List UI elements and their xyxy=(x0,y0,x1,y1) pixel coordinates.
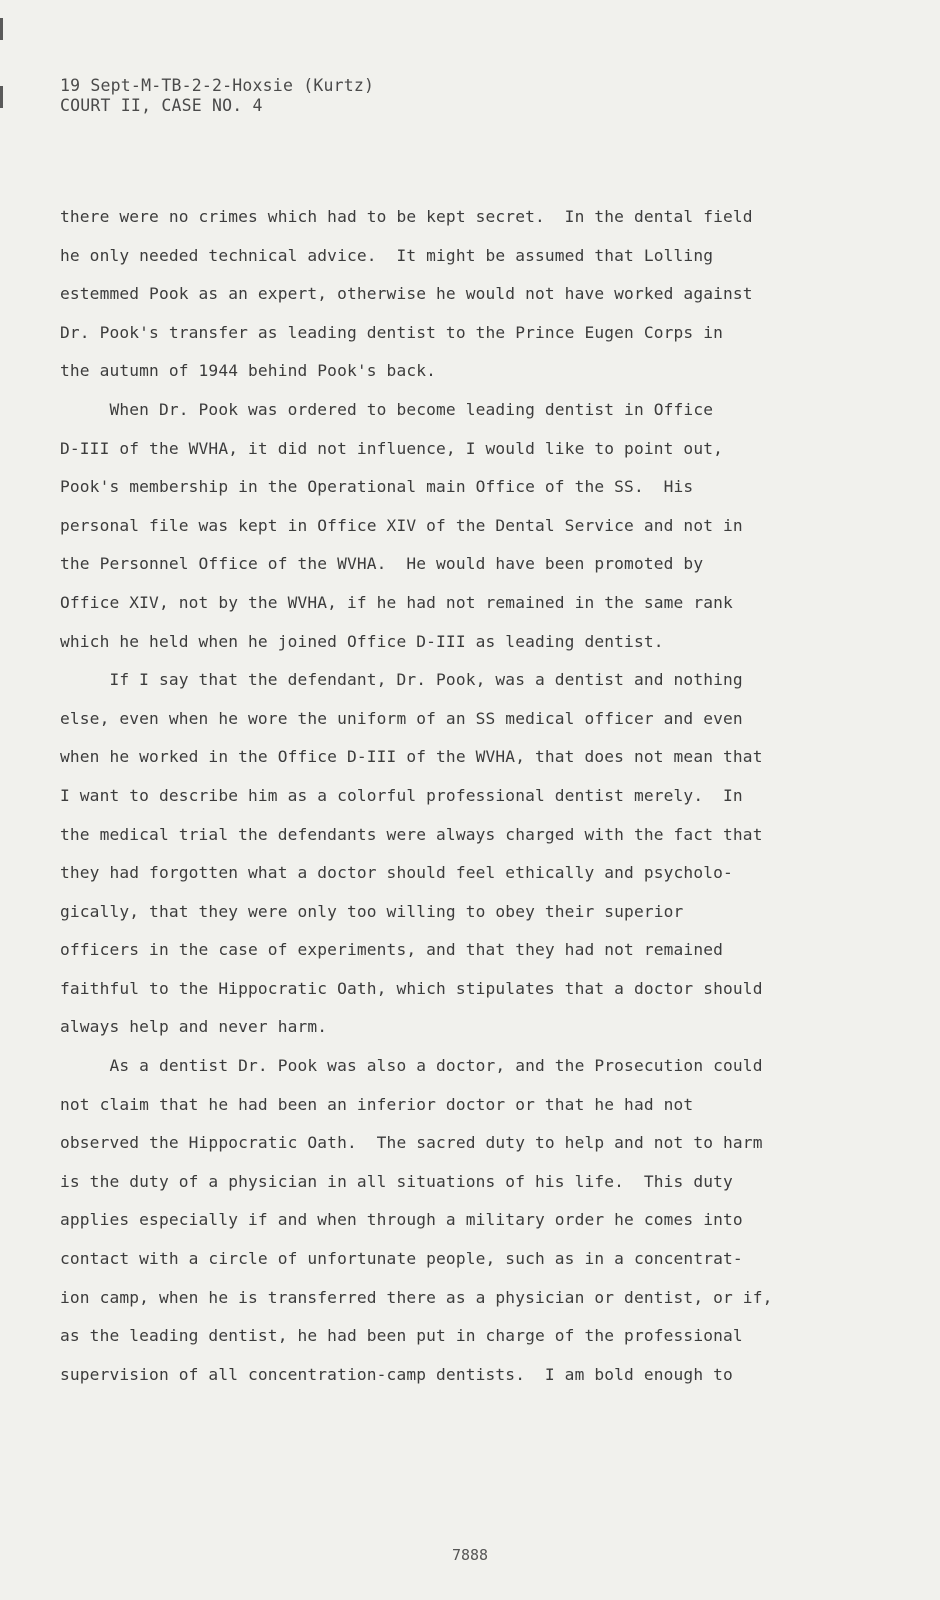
text-line: faithful to the Hippocratic Oath, which stipulates that a doctor should xyxy=(60,978,763,998)
text-line: when he worked in the Office D-III of the WVHA, that does not mean that xyxy=(60,747,763,767)
text-line: estemmed Pook as an expert, otherwise he would not have worked against xyxy=(60,284,753,304)
text-line: the autumn of 1944 behind Pook's back. xyxy=(60,361,437,381)
text-line: he only needed technical advice. It might be assumed that Lolling xyxy=(60,245,714,265)
text-line: As a dentist Dr. Pook was also a doctor, and the Prosecution could xyxy=(60,1056,763,1076)
text-line: there were no crimes which had to be kept secret. In the dental field xyxy=(60,207,753,226)
page-number: 7888 xyxy=(451,1546,489,1564)
text-line: Pook's membership in the Operational main Office of the SS. His xyxy=(60,477,694,497)
text-line: the medical trial the defendants were always charged with the fact that xyxy=(60,824,763,844)
text-line: the Personnel Office of the WVHA. He would have been promoted by xyxy=(60,554,704,574)
text-line: else, even when he wore the uniform of an SS medical officer and even xyxy=(60,708,743,728)
text-line: I want to describe him as a colorful professional dentist merely. In xyxy=(60,785,743,805)
text-line: Office XIV, not by the WVHA, if he had not remained in the same rank xyxy=(60,592,733,612)
text-line: If I say that the defendant, Dr. Pook, was a dentist and nothing xyxy=(60,670,743,690)
document-header xyxy=(60,76,374,116)
text-line: Dr. Pook's transfer as leading dentist to the Prince Eugen Corps in xyxy=(60,322,724,342)
text-line: ion camp, when he is transferred there as a physician or dentist, or if, xyxy=(60,1287,773,1307)
text-line: D-III of the WVHA, it did not influence, I would like to point out, xyxy=(60,438,724,458)
text-line: applies especially if and when through a military order he comes into xyxy=(60,1210,743,1230)
text-line: they had forgotten what a doctor should feel ethically and psycholo- xyxy=(60,863,733,883)
edge-mark xyxy=(0,86,3,108)
text-line: supervision of all concentration-camp dentists. I am bold enough to xyxy=(60,1364,733,1384)
text-line: as the leading dentist, he had been put in charge of the professional xyxy=(60,1326,743,1346)
text-line: not claim that he had been an inferior doctor or that he had not xyxy=(60,1094,694,1114)
transcript-body xyxy=(60,198,790,1394)
edge-mark xyxy=(0,18,3,40)
text-line: always help and never harm. xyxy=(60,1017,328,1037)
text-line: which he held when he joined Office D-III as leading dentist. xyxy=(60,631,664,651)
text-line: is the duty of a physician in all situations of his life. This duty xyxy=(60,1171,733,1191)
text-line: officers in the case of experiments, and that they had not remained xyxy=(60,940,724,960)
text-line: contact with a circle of unfortunate people, such as in a concentrat- xyxy=(60,1249,743,1269)
header-reference-line: 19 Sept-M-TB-2-2-Hoxsie (Kurtz) xyxy=(60,76,375,95)
text-line: When Dr. Pook was ordered to become leading dentist in Office xyxy=(60,399,714,419)
header-court-line: COURT II, CASE NO. 4 xyxy=(60,96,263,115)
text-line: gically, that they were only too willing to obey their superior xyxy=(60,901,684,921)
text-line: observed the Hippocratic Oath. The sacred duty to help and not to harm xyxy=(60,1133,763,1153)
text-line: personal file was kept in Office XIV of the Dental Service and not in xyxy=(60,515,743,535)
